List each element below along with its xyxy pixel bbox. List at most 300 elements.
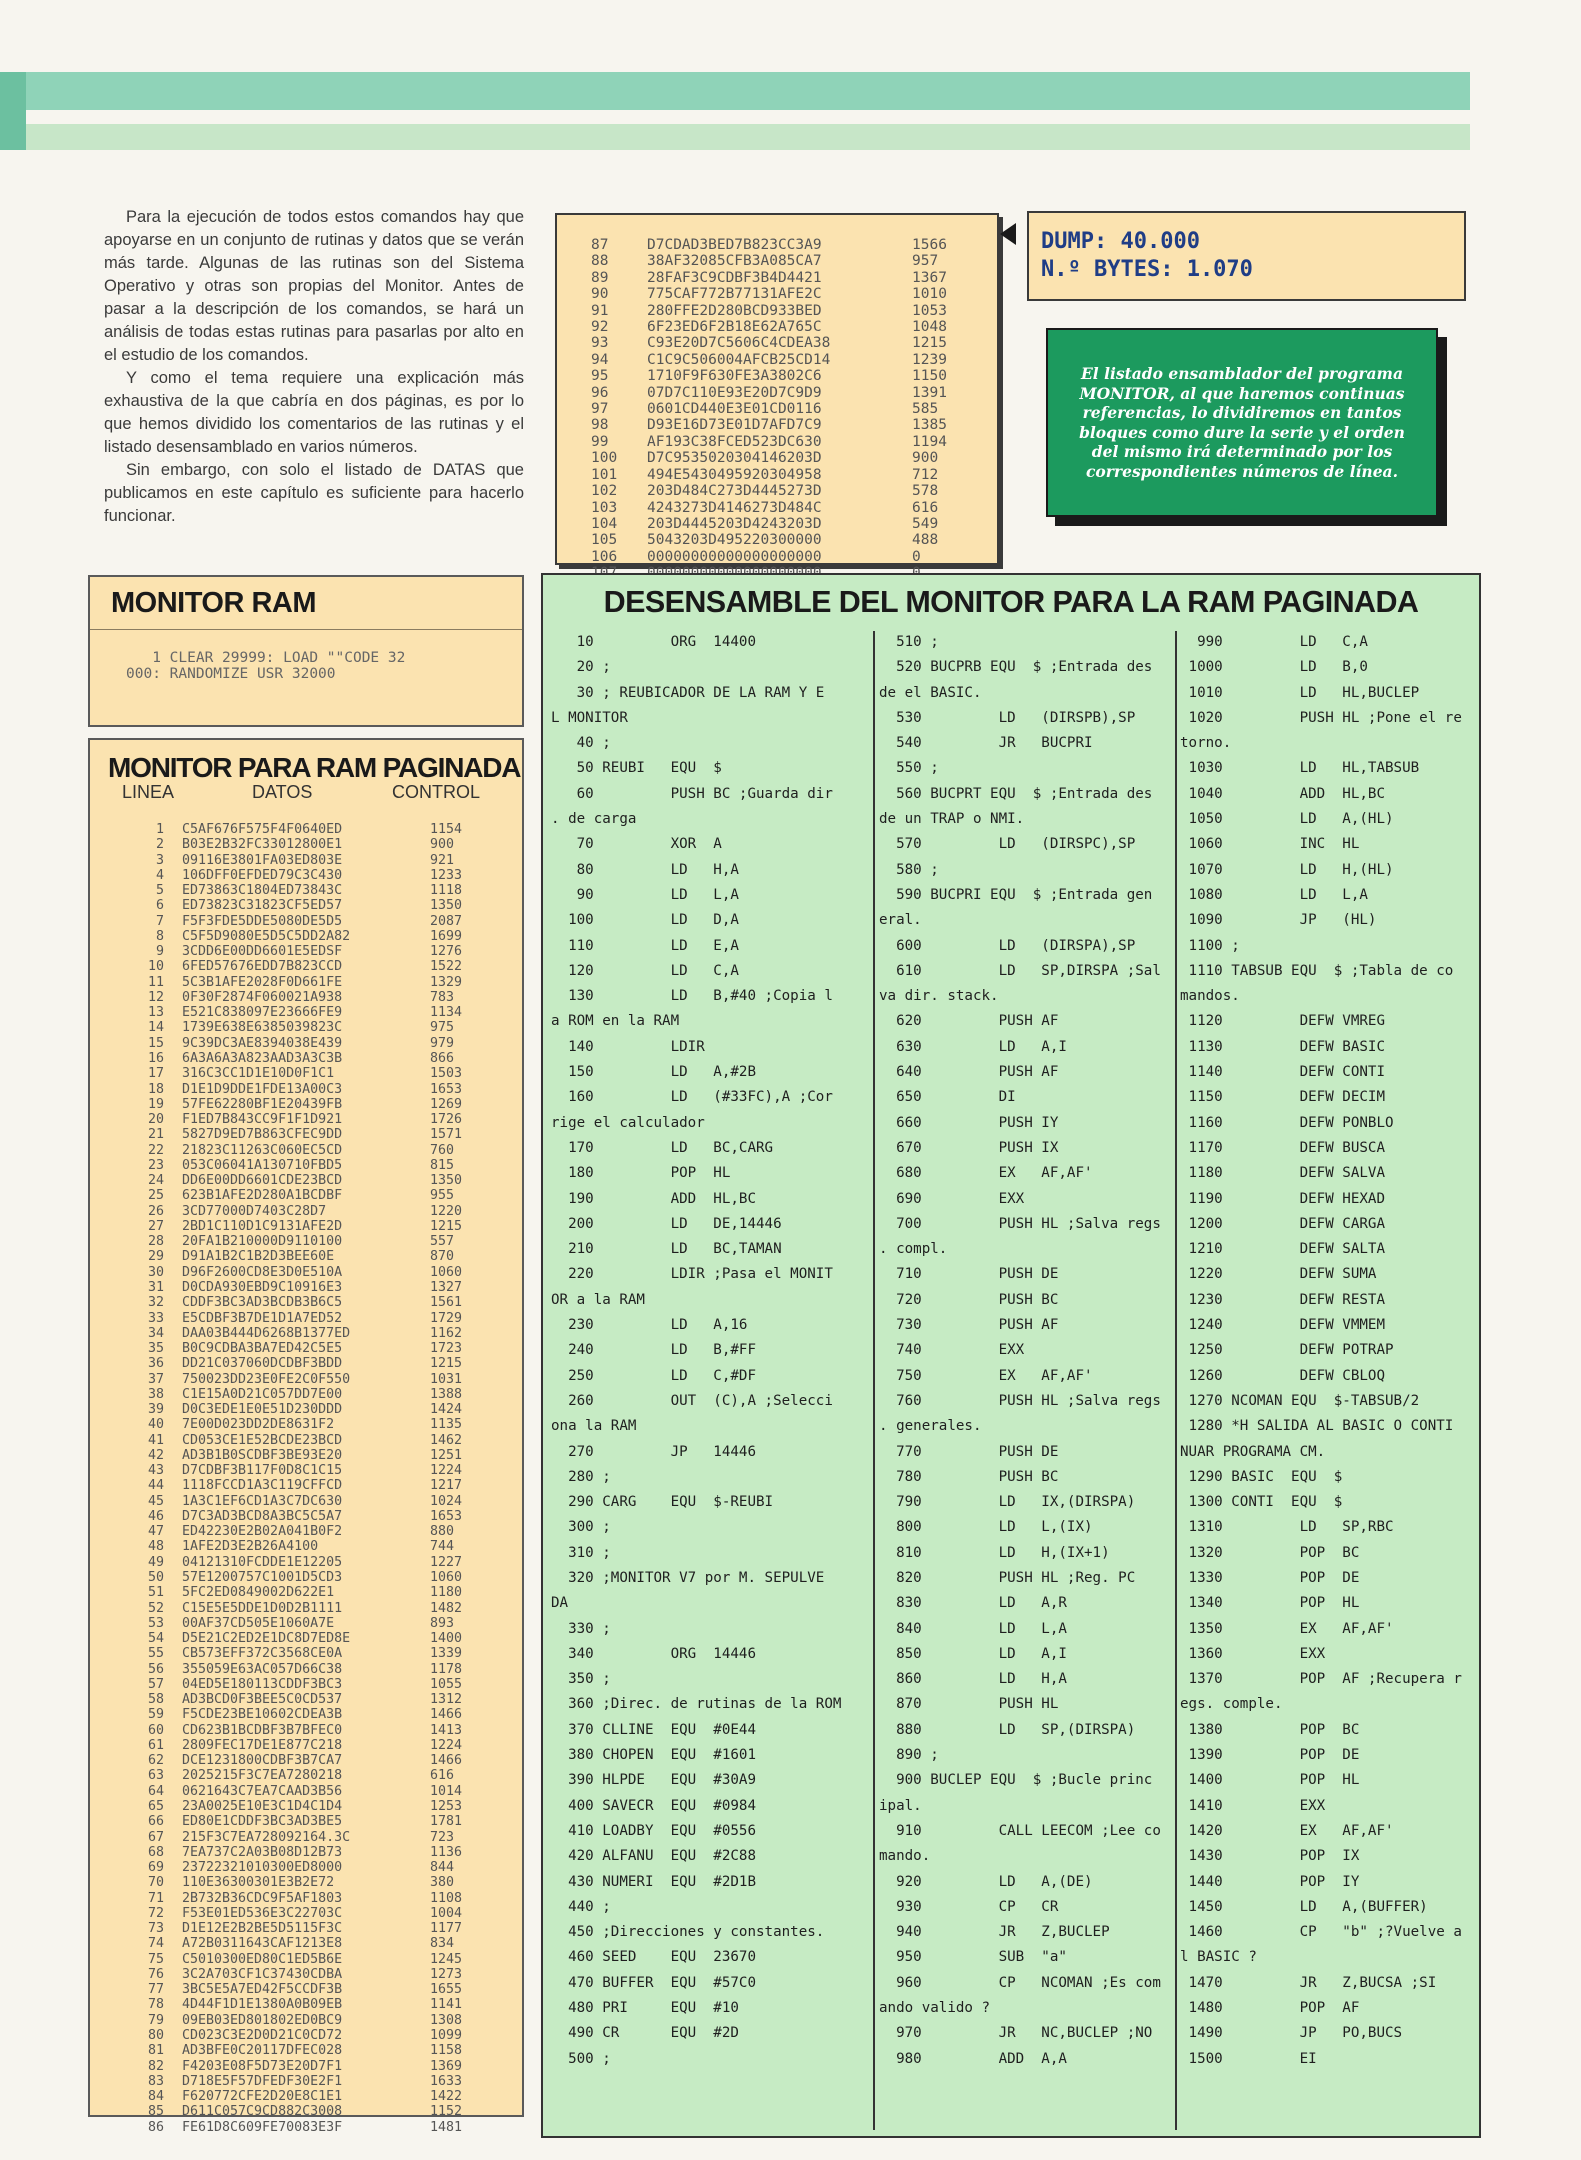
data-rows bbox=[122, 822, 462, 2135]
line-number: 72 bbox=[147, 1905, 164, 1921]
data-bytes: 1118FCCD1A3C119CFFCD bbox=[182, 1478, 343, 1494]
dump-rows bbox=[591, 237, 947, 582]
data-row bbox=[122, 1555, 462, 1570]
asm-line: l BASIC ? bbox=[1180, 1949, 1257, 1966]
data-bytes: 7EA737C2A03B08D12B73 bbox=[182, 1844, 343, 1860]
listing-caption bbox=[1046, 328, 1438, 517]
line-number: 57 bbox=[147, 1676, 164, 1692]
data-bytes: AF193C38FCED523DC630 bbox=[647, 433, 822, 450]
line-number: 26 bbox=[147, 1203, 164, 1219]
data-bytes: 07D7C110E93E20D7C9D9 bbox=[647, 384, 822, 401]
data-bytes: CD053CE1E52BCDE23BCD bbox=[182, 1432, 343, 1448]
data-bytes: D0CDA930EBD9C10916E3 bbox=[182, 1279, 343, 1295]
asm-line: 1340 POP HL bbox=[1180, 1595, 1360, 1612]
data-bytes: 2809FEC17DE1E877C218 bbox=[182, 1737, 343, 1753]
checksum: 1369 bbox=[430, 2058, 463, 2074]
data-row bbox=[122, 1982, 462, 1997]
line-number: 70 bbox=[147, 1875, 164, 1891]
dump-row bbox=[591, 434, 947, 450]
data-bytes: D1E12E2B2BE5D5115F3C bbox=[182, 1921, 343, 1937]
checksum: 1060 bbox=[430, 1264, 463, 1280]
checksum: 1162 bbox=[430, 1325, 463, 1341]
checksum: 1118 bbox=[430, 883, 463, 899]
asm-line: 1490 JP PO,BUCS bbox=[1180, 2025, 1403, 2042]
line-number: 95 bbox=[591, 368, 609, 385]
data-bytes: 7E00D023DD2DE8631F2 bbox=[182, 1417, 335, 1433]
data-bytes: DAA03B444D6268B1377ED bbox=[182, 1325, 351, 1341]
line-number: 90 bbox=[591, 286, 609, 303]
asm-line: 210 LD BC,TAMAN bbox=[551, 1241, 782, 1258]
checksum: 1060 bbox=[430, 1570, 463, 1586]
asm-line: 710 PUSH DE bbox=[879, 1266, 1059, 1283]
checksum: 1699 bbox=[430, 928, 463, 944]
data-bytes: ED80E1CDDF3BC3AD3BE5 bbox=[182, 1814, 343, 1830]
line-number: 47 bbox=[147, 1524, 164, 1540]
data-bytes: 09EB03ED801802ED0BC9 bbox=[182, 2012, 343, 2028]
line-number: 88 bbox=[591, 253, 609, 270]
dump-row bbox=[591, 303, 947, 319]
asm-line: . de carga bbox=[551, 811, 637, 828]
asm-line: 420 ALFANU EQU #2C88 bbox=[551, 1848, 756, 1865]
line-number: 96 bbox=[591, 384, 609, 401]
asm-line: 780 PUSH BC bbox=[879, 1468, 1059, 1485]
data-bytes: F53E01ED536E3C22703C bbox=[182, 1905, 343, 1921]
line-number: 99 bbox=[591, 433, 609, 450]
line-number: 54 bbox=[147, 1631, 164, 1647]
data-bytes: 0601CD440E3E01CD0116 bbox=[647, 401, 822, 418]
dump-row bbox=[591, 516, 947, 532]
checksum: 1253 bbox=[430, 1799, 463, 1814]
dump-info-box bbox=[1027, 211, 1466, 301]
data-bytes: 280FFE2D280BCD933BED bbox=[647, 302, 822, 319]
checksum: 1481 bbox=[430, 2119, 463, 2135]
checksum: 1224 bbox=[430, 1463, 463, 1479]
data-row bbox=[122, 2028, 462, 2043]
asm-line: 290 CARG EQU $-REUBI bbox=[551, 1494, 774, 1511]
checksum: 1350 bbox=[430, 898, 463, 914]
data-bytes: C1C9C506004AFCB25CD14 bbox=[647, 351, 831, 368]
data-row bbox=[122, 914, 462, 929]
checksum: 1135 bbox=[430, 1417, 463, 1433]
data-row bbox=[122, 2013, 462, 2028]
checksum: 1726 bbox=[430, 1112, 463, 1128]
data-row bbox=[122, 1952, 462, 1967]
checksum: 1327 bbox=[430, 1279, 463, 1295]
dump-row bbox=[591, 532, 947, 548]
data-row bbox=[122, 1249, 462, 1264]
checksum: 1388 bbox=[430, 1386, 463, 1402]
data-bytes: 00AF37CD505E1060A7E bbox=[182, 1615, 335, 1631]
line-number: 34 bbox=[147, 1325, 164, 1341]
data-bytes: C15E5E5DDE1D0D2B1111 bbox=[182, 1600, 343, 1616]
data-bytes: 9C39DC3AE8394038E439 bbox=[182, 1035, 343, 1051]
checksum: 616 bbox=[430, 1768, 455, 1784]
data-row bbox=[122, 1020, 462, 1035]
checksum: 1385 bbox=[912, 417, 947, 434]
line-number: 44 bbox=[147, 1478, 164, 1494]
column-divider bbox=[1175, 631, 1177, 2130]
checksum: 1424 bbox=[430, 1402, 463, 1418]
data-row bbox=[122, 1051, 462, 1066]
asm-line: 980 ADD A,A bbox=[879, 2050, 1067, 2067]
data-bytes: 355059E63AC057D66C38 bbox=[182, 1661, 343, 1677]
data-bytes: AD3BFE0C20117DFEC028 bbox=[182, 2043, 343, 2059]
data-row bbox=[122, 1219, 462, 1234]
asm-line: 500 ; bbox=[551, 2050, 611, 2067]
asm-line: 1310 LD SP,RBC bbox=[1180, 1519, 1394, 1536]
intro-paragraph: Sin embargo, con solo el listado de DATAS que publicamos en este capítulo es suficiente para hacerlo funcionar. bbox=[104, 461, 524, 525]
data-bytes: 38AF32085CFB3A085CA7 bbox=[647, 253, 822, 270]
line-number: 27 bbox=[147, 1218, 164, 1234]
data-bytes: DCE1231800CDBF3B7CA7 bbox=[182, 1753, 343, 1769]
asm-line: 690 EXX bbox=[879, 1190, 1025, 1207]
line-number: 101 bbox=[591, 466, 618, 483]
checksum: 1136 bbox=[430, 1844, 463, 1860]
asm-line: 240 LD B,#FF bbox=[551, 1342, 756, 1359]
asm-line: 280 ; bbox=[551, 1468, 611, 1485]
asm-line: 380 CHOPEN EQU #1601 bbox=[551, 1747, 756, 1764]
asm-line: mandos. bbox=[1180, 988, 1240, 1005]
asm-line: 1070 LD H,(HL) bbox=[1180, 861, 1394, 878]
line-number: 93 bbox=[591, 335, 609, 352]
line-number: 9 bbox=[155, 944, 164, 960]
data-row bbox=[122, 2120, 462, 2135]
line-number: 85 bbox=[147, 2104, 164, 2120]
data-bytes: 5827D9ED7B863CFEC9DD bbox=[182, 1127, 343, 1143]
asm-line: 1120 DEFW VMREG bbox=[1180, 1013, 1385, 1030]
checksum: 712 bbox=[912, 466, 939, 483]
checksum: 893 bbox=[430, 1615, 455, 1631]
data-row bbox=[122, 2074, 462, 2089]
asm-line: 590 BUCPRI EQU $ ;Entrada gen bbox=[879, 886, 1153, 903]
checksum: 1010 bbox=[912, 286, 947, 303]
asm-line: 80 LD H,A bbox=[551, 861, 739, 878]
checksum: 585 bbox=[912, 401, 939, 418]
checksum: 1053 bbox=[912, 302, 947, 319]
checksum: 1503 bbox=[430, 1066, 463, 1082]
data-bytes: CDDF3BC3AD3BCDB3B6C5 bbox=[182, 1295, 343, 1311]
data-row bbox=[122, 1570, 462, 1585]
asm-line: 670 PUSH IX bbox=[879, 1139, 1059, 1156]
asm-line: 400 SAVECR EQU #0984 bbox=[551, 1797, 756, 1814]
checksum: 1224 bbox=[430, 1737, 463, 1753]
asm-line: 220 LDIR ;Pasa el MONIT bbox=[551, 1266, 833, 1283]
asm-line: 930 CP CR bbox=[879, 1898, 1059, 1915]
line-number: 37 bbox=[147, 1371, 164, 1387]
line-number: 36 bbox=[147, 1356, 164, 1372]
asm-line: 650 DI bbox=[879, 1089, 1016, 1106]
data-bytes: DD21C037060DCDBF3BDD bbox=[182, 1356, 343, 1372]
asm-line: 1160 DEFW PONBLO bbox=[1180, 1114, 1394, 1131]
dump-row bbox=[591, 270, 947, 286]
line-number: 60 bbox=[147, 1722, 164, 1738]
data-row bbox=[122, 1463, 462, 1478]
data-bytes: 775CAF772B77131AFE2C bbox=[647, 286, 822, 303]
data-row bbox=[122, 1677, 462, 1692]
data-bytes: 20FA1B210000D9110100 bbox=[182, 1234, 343, 1250]
asm-line: 1420 EX AF,AF' bbox=[1180, 1822, 1394, 1839]
asm-line: 810 LD H,(IX+1) bbox=[879, 1544, 1110, 1561]
data-bytes: B03E2B32FC33012800E1 bbox=[182, 837, 343, 853]
data-row bbox=[122, 1646, 462, 1661]
data-bytes: CB573EFF372C3568CE0A bbox=[182, 1646, 343, 1662]
monitor-ram-title: MONITOR RAM bbox=[111, 587, 317, 619]
asm-line: 620 PUSH AF bbox=[879, 1013, 1059, 1030]
data-row bbox=[122, 1738, 462, 1753]
data-row bbox=[122, 1997, 462, 2012]
asm-line: torno. bbox=[1180, 735, 1232, 752]
line-number: 21 bbox=[147, 1127, 164, 1143]
data-row bbox=[122, 1723, 462, 1738]
line-number: 74 bbox=[147, 1936, 164, 1952]
checksum: 880 bbox=[430, 1524, 455, 1540]
line-number: 43 bbox=[147, 1463, 164, 1479]
line-number: 45 bbox=[147, 1493, 164, 1509]
checksum: 815 bbox=[430, 1157, 455, 1173]
dump-row bbox=[591, 401, 947, 417]
asm-line: 580 ; bbox=[879, 861, 939, 878]
asm-line: 1010 LD HL,BUCLEP bbox=[1180, 684, 1420, 701]
asm-line: 1410 EXX bbox=[1180, 1797, 1326, 1814]
asm-line: 1020 PUSH HL ;Pone el re bbox=[1180, 709, 1462, 726]
asm-line: 970 JR NC,BUCLEP ;NO bbox=[879, 2025, 1153, 2042]
data-bytes: AD3B1B0SCDBF3BE93E20 bbox=[182, 1447, 343, 1463]
data-row bbox=[122, 1799, 462, 1814]
checksum: 979 bbox=[430, 1035, 455, 1051]
checksum: 1413 bbox=[430, 1722, 463, 1738]
asm-line: 260 OUT (C),A ;Selecci bbox=[551, 1392, 833, 1409]
data-bytes: 3CD77000D7403C28D7 bbox=[182, 1203, 327, 1219]
checksum: 1522 bbox=[430, 959, 463, 975]
checksum: 1233 bbox=[430, 867, 463, 883]
line-number: 42 bbox=[147, 1447, 164, 1463]
data-row bbox=[122, 1097, 462, 1112]
data-row bbox=[122, 1692, 462, 1707]
data-bytes: 1710F9F630FE3A3802C6 bbox=[647, 368, 822, 385]
data-bytes: ED73823C31823CF5ED57 bbox=[182, 898, 343, 914]
checksum: 866 bbox=[430, 1050, 455, 1066]
data-row bbox=[122, 1936, 462, 1951]
disassembly-title: DESENSAMBLE DEL MONITOR PARA LA RAM PAGINADA bbox=[603, 585, 1419, 619]
data-bytes: D0C3EDE1E0E51D230DDD bbox=[182, 1402, 343, 1418]
line-number: 50 bbox=[147, 1570, 164, 1586]
checksum: 1729 bbox=[430, 1310, 463, 1326]
checksum: 1391 bbox=[912, 384, 947, 401]
asm-line: 140 LDIR bbox=[551, 1038, 705, 1055]
dump-row bbox=[591, 286, 947, 302]
data-bytes: C5AF676F575F4F0640ED bbox=[182, 822, 343, 837]
dump-row bbox=[591, 368, 947, 384]
basic-loader-code bbox=[126, 650, 405, 682]
asm-line: 470 BUFFER EQU #57C0 bbox=[551, 1974, 756, 1991]
dump-row bbox=[591, 549, 947, 565]
data-row bbox=[122, 1524, 462, 1539]
line-number: 89 bbox=[591, 269, 609, 286]
line-number: 17 bbox=[147, 1066, 164, 1082]
dump-row bbox=[591, 483, 947, 499]
asm-line: 10 ORG 14400 bbox=[551, 634, 756, 650]
line-number: 11 bbox=[147, 974, 164, 990]
line-number: 53 bbox=[147, 1615, 164, 1631]
checksum: 488 bbox=[912, 532, 939, 549]
data-bytes: 3C2A703CF1C37430CDBA bbox=[182, 1966, 343, 1982]
line-number: 19 bbox=[147, 1096, 164, 1112]
data-row bbox=[122, 1830, 462, 1845]
data-bytes: 23A0025E10E3C1D4C1D4 bbox=[182, 1799, 343, 1814]
asm-line: 830 LD A,R bbox=[879, 1595, 1067, 1612]
checksum: 1227 bbox=[430, 1554, 463, 1570]
line-number: 106 bbox=[591, 548, 618, 565]
data-row bbox=[122, 1631, 462, 1646]
line-number: 94 bbox=[591, 351, 609, 368]
checksum: 1048 bbox=[912, 319, 947, 336]
data-bytes: 57FE62280BF1E20439FB bbox=[182, 1096, 343, 1112]
checksum: 1276 bbox=[430, 944, 463, 960]
checksum: 1031 bbox=[430, 1371, 463, 1387]
line-number: 65 bbox=[147, 1799, 164, 1814]
asm-line: 120 LD C,A bbox=[551, 962, 739, 979]
disassembly-column-2 bbox=[879, 630, 1197, 2128]
checksum: 1422 bbox=[430, 2089, 463, 2105]
data-row bbox=[122, 1402, 462, 1417]
data-bytes: 623B1AFE2D280A1BCDBF bbox=[182, 1188, 343, 1204]
asm-line: 90 LD L,A bbox=[551, 886, 739, 903]
checksum: 1215 bbox=[912, 335, 947, 352]
checksum: 957 bbox=[912, 253, 939, 270]
asm-line: 1300 CONTI EQU $ bbox=[1180, 1494, 1343, 1511]
data-bytes: 28FAF3C9CDBF3B4D4421 bbox=[647, 269, 822, 286]
line-number: 3 bbox=[155, 852, 164, 868]
checksum: 1215 bbox=[430, 1356, 463, 1372]
asm-line: 440 ; bbox=[551, 1898, 611, 1915]
data-bytes: 04121310FCDDE1E12205 bbox=[182, 1554, 343, 1570]
data-bytes: 750023DD23E0FE2C0F550 bbox=[182, 1371, 351, 1387]
intro-paragraph: Y como el tema requiere una explicación más exhaustiva de la que cabría en dos páginas, es por lo que hemos dividido los comentarios de las rutinas y el listado desensamblado en varios números. bbox=[104, 369, 524, 456]
line-number: 56 bbox=[147, 1661, 164, 1677]
checksum: 1150 bbox=[912, 368, 947, 385]
asm-line: 950 SUB "a" bbox=[879, 1949, 1067, 1966]
dump-row bbox=[591, 352, 947, 368]
column-header-datos: DATOS bbox=[252, 782, 313, 802]
asm-line: 1100 ; bbox=[1180, 937, 1240, 954]
checksum: 723 bbox=[430, 1829, 455, 1845]
line-number: 102 bbox=[591, 483, 618, 500]
dump-row bbox=[591, 253, 947, 269]
asm-line: 1400 POP HL bbox=[1180, 1772, 1360, 1789]
data-bytes: 494E5430495920304958 bbox=[647, 466, 822, 483]
dump-bytes: N.º BYTES: 1.070 bbox=[1041, 257, 1253, 282]
asm-line: 480 PRI EQU #10 bbox=[551, 2000, 739, 2017]
line-number: 84 bbox=[147, 2089, 164, 2105]
checksum: 1269 bbox=[430, 1096, 463, 1112]
asm-line: 840 LD L,A bbox=[879, 1620, 1067, 1637]
checksum: 1141 bbox=[430, 1997, 463, 2013]
asm-line: 1210 DEFW SALTA bbox=[1180, 1241, 1385, 1258]
asm-line: . generales. bbox=[879, 1418, 982, 1435]
line-number: 16 bbox=[147, 1050, 164, 1066]
line-number: 58 bbox=[147, 1692, 164, 1708]
asm-line: mando. bbox=[879, 1848, 931, 1865]
asm-line: 170 LD BC,CARG bbox=[551, 1139, 774, 1156]
data-bytes: CD623B1BCDBF3B7BFEC0 bbox=[182, 1722, 343, 1738]
data-bytes: E5CDBF3B7DE1D1A7ED52 bbox=[182, 1310, 343, 1326]
asm-line: 750 EX AF,AF' bbox=[879, 1367, 1093, 1384]
checksum: 1308 bbox=[430, 2012, 463, 2028]
checksum: 900 bbox=[430, 837, 455, 853]
asm-line: de el BASIC. bbox=[879, 684, 982, 701]
line-number: 97 bbox=[591, 401, 609, 418]
asm-line: 1250 DEFW POTRAP bbox=[1180, 1342, 1394, 1359]
data-row bbox=[122, 2104, 462, 2119]
data-bytes: 6FED57676EDD7B823CCD bbox=[182, 959, 343, 975]
asm-line: 250 LD C,#DF bbox=[551, 1367, 756, 1384]
asm-line: 510 ; bbox=[879, 634, 939, 650]
checksum: 1004 bbox=[430, 1905, 463, 1921]
data-bytes: F1ED7B843CC9F1F1D921 bbox=[182, 1112, 343, 1128]
line-number: 6 bbox=[155, 898, 164, 914]
divider bbox=[90, 629, 522, 630]
line-number: 62 bbox=[147, 1753, 164, 1769]
checksum: 900 bbox=[912, 450, 939, 467]
line-number: 80 bbox=[147, 2027, 164, 2043]
data-row bbox=[122, 1326, 462, 1341]
checksum: 578 bbox=[912, 483, 939, 500]
asm-line: 1110 TABSUB EQU $ ;Tabla de co bbox=[1180, 962, 1454, 979]
asm-line: 160 LD (#33FC),A ;Cor bbox=[551, 1089, 833, 1106]
data-row bbox=[122, 1539, 462, 1554]
line-number: 77 bbox=[147, 1982, 164, 1998]
data-bytes: 053C06041A130710FBD5 bbox=[182, 1157, 343, 1173]
asm-line: 40 ; bbox=[551, 735, 611, 752]
data-bytes: 1AFE2D3E2B26A4100 bbox=[182, 1539, 319, 1555]
data-row bbox=[122, 1845, 462, 1860]
checksum: 1653 bbox=[430, 1081, 463, 1097]
data-bytes: 00000000000000000000 bbox=[647, 548, 822, 565]
line-number: 12 bbox=[147, 989, 164, 1005]
data-bytes: D7CDBF3B117F0D8C1C15 bbox=[182, 1463, 343, 1479]
caption-text: El listado ensamblador del programa MONITOR, al que haremos continuas referencias, lo dividiremos en tantos bloques como dure la serie y el orden del mismo irá determinado por los correspondientes números de línea. bbox=[1079, 364, 1405, 481]
data-row bbox=[122, 1906, 462, 1921]
checksum: 1152 bbox=[430, 2104, 463, 2120]
data-bytes: C5F5D9080E5D5C5DD2A82 bbox=[182, 928, 351, 944]
asm-line: 1480 POP AF bbox=[1180, 2000, 1360, 2017]
data-row bbox=[122, 1158, 462, 1173]
asm-line: 1430 POP IX bbox=[1180, 1848, 1360, 1865]
line-number: 81 bbox=[147, 2043, 164, 2059]
checksum: 1655 bbox=[430, 1982, 463, 1998]
data-row bbox=[122, 1173, 462, 1188]
data-row bbox=[122, 975, 462, 990]
checksum: 1781 bbox=[430, 1814, 463, 1830]
data-bytes: 21823C11263C060EC5CD bbox=[182, 1142, 343, 1158]
paged-ram-monitor-box bbox=[88, 738, 524, 2135]
checksum: 1239 bbox=[912, 351, 947, 368]
data-row bbox=[122, 1280, 462, 1295]
data-row bbox=[122, 1616, 462, 1631]
line-number: 67 bbox=[147, 1829, 164, 1845]
asm-line: 1330 POP DE bbox=[1180, 1569, 1360, 1586]
data-bytes: D96F2600CD8E3D0E510A bbox=[182, 1264, 343, 1280]
column-header-control: CONTROL bbox=[392, 782, 481, 802]
line-number: 71 bbox=[147, 1890, 164, 1906]
asm-line: 1270 NCOMAN EQU $-TABSUB/2 bbox=[1180, 1392, 1420, 1409]
checksum: 1099 bbox=[430, 2027, 463, 2043]
asm-line: 820 PUSH HL ;Reg. PC bbox=[879, 1569, 1136, 1586]
line-number: 76 bbox=[147, 1966, 164, 1982]
line-number: 59 bbox=[147, 1707, 164, 1723]
data-row bbox=[122, 1295, 462, 1310]
checksum: 921 bbox=[430, 852, 455, 868]
